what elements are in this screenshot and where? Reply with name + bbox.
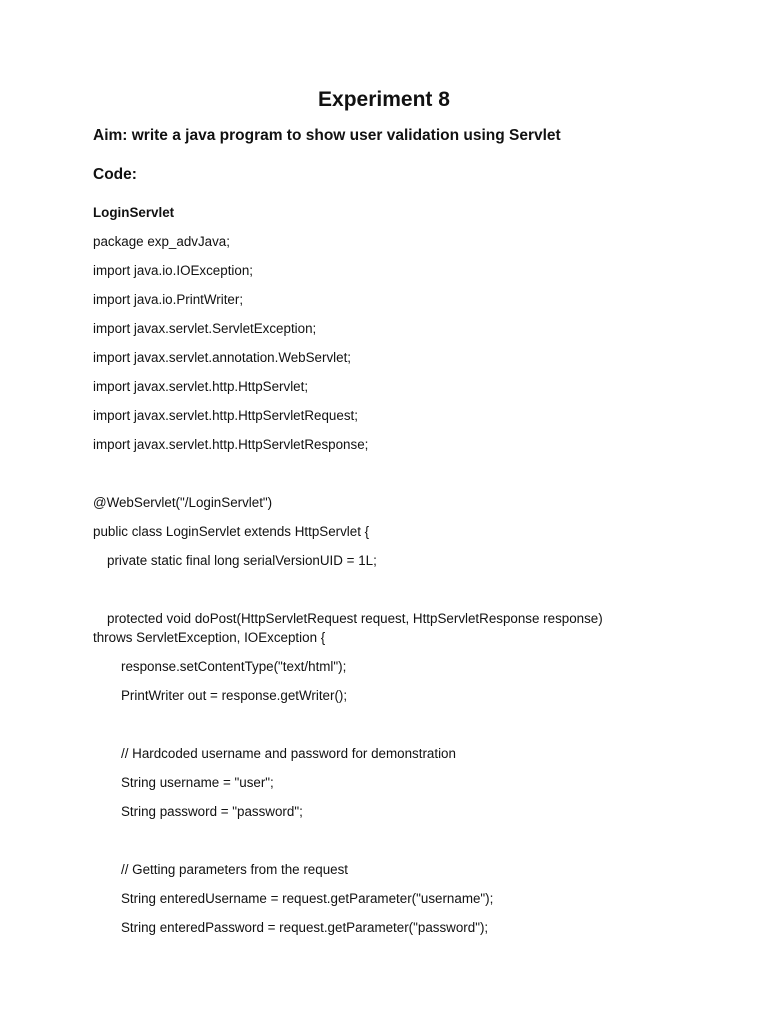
code-line: String enteredUsername = request.getParameter("username"); <box>121 891 494 906</box>
blank-line <box>93 580 733 609</box>
code-line: import javax.servlet.http.HttpServletResponse; <box>93 437 369 452</box>
code-line: String password = "password"; <box>121 804 303 819</box>
code-line: package exp_advJava; <box>93 234 230 249</box>
blank-line <box>93 715 733 744</box>
code-line: import javax.servlet.ServletException; <box>93 321 317 336</box>
code-line: import javax.servlet.annotation.WebServlet; <box>93 350 352 365</box>
code-line: response.setContentType("text/html"); <box>121 659 347 674</box>
code-line: import java.io.IOException; <box>93 263 254 278</box>
code-line: private static final long serialVersionUID = 1L; <box>107 553 377 568</box>
code-line: public class LoginServlet extends HttpServlet { <box>93 524 370 539</box>
code-line: throws ServletException, IOException { <box>93 630 326 645</box>
blank-line <box>93 831 733 860</box>
code-comment: // Getting parameters from the request <box>121 862 349 877</box>
blank-line <box>93 464 733 493</box>
code-line: import java.io.PrintWriter; <box>93 292 244 307</box>
code-line: protected void doPost(HttpServletRequest request, HttpServletResponse response) <box>107 611 603 626</box>
code-line: PrintWriter out = response.getWriter(); <box>121 688 348 703</box>
code-line: @WebServlet("/LoginServlet") <box>93 495 273 510</box>
class-name-heading: LoginServlet <box>93 205 175 220</box>
page-title: Experiment 8 <box>318 88 450 111</box>
code-line: String enteredPassword = request.getParameter("password"); <box>121 920 489 935</box>
aim-heading: Aim: write a java program to show user validation using Servlet <box>93 127 561 144</box>
code-line: import javax.servlet.http.HttpServletRequest; <box>93 408 358 423</box>
code-block <box>93 203 733 947</box>
code-line: String username = "user"; <box>121 775 274 790</box>
code-label: Code: <box>93 166 137 183</box>
code-comment: // Hardcoded username and password for demonstration <box>121 746 456 761</box>
code-line: import javax.servlet.http.HttpServlet; <box>93 379 309 394</box>
